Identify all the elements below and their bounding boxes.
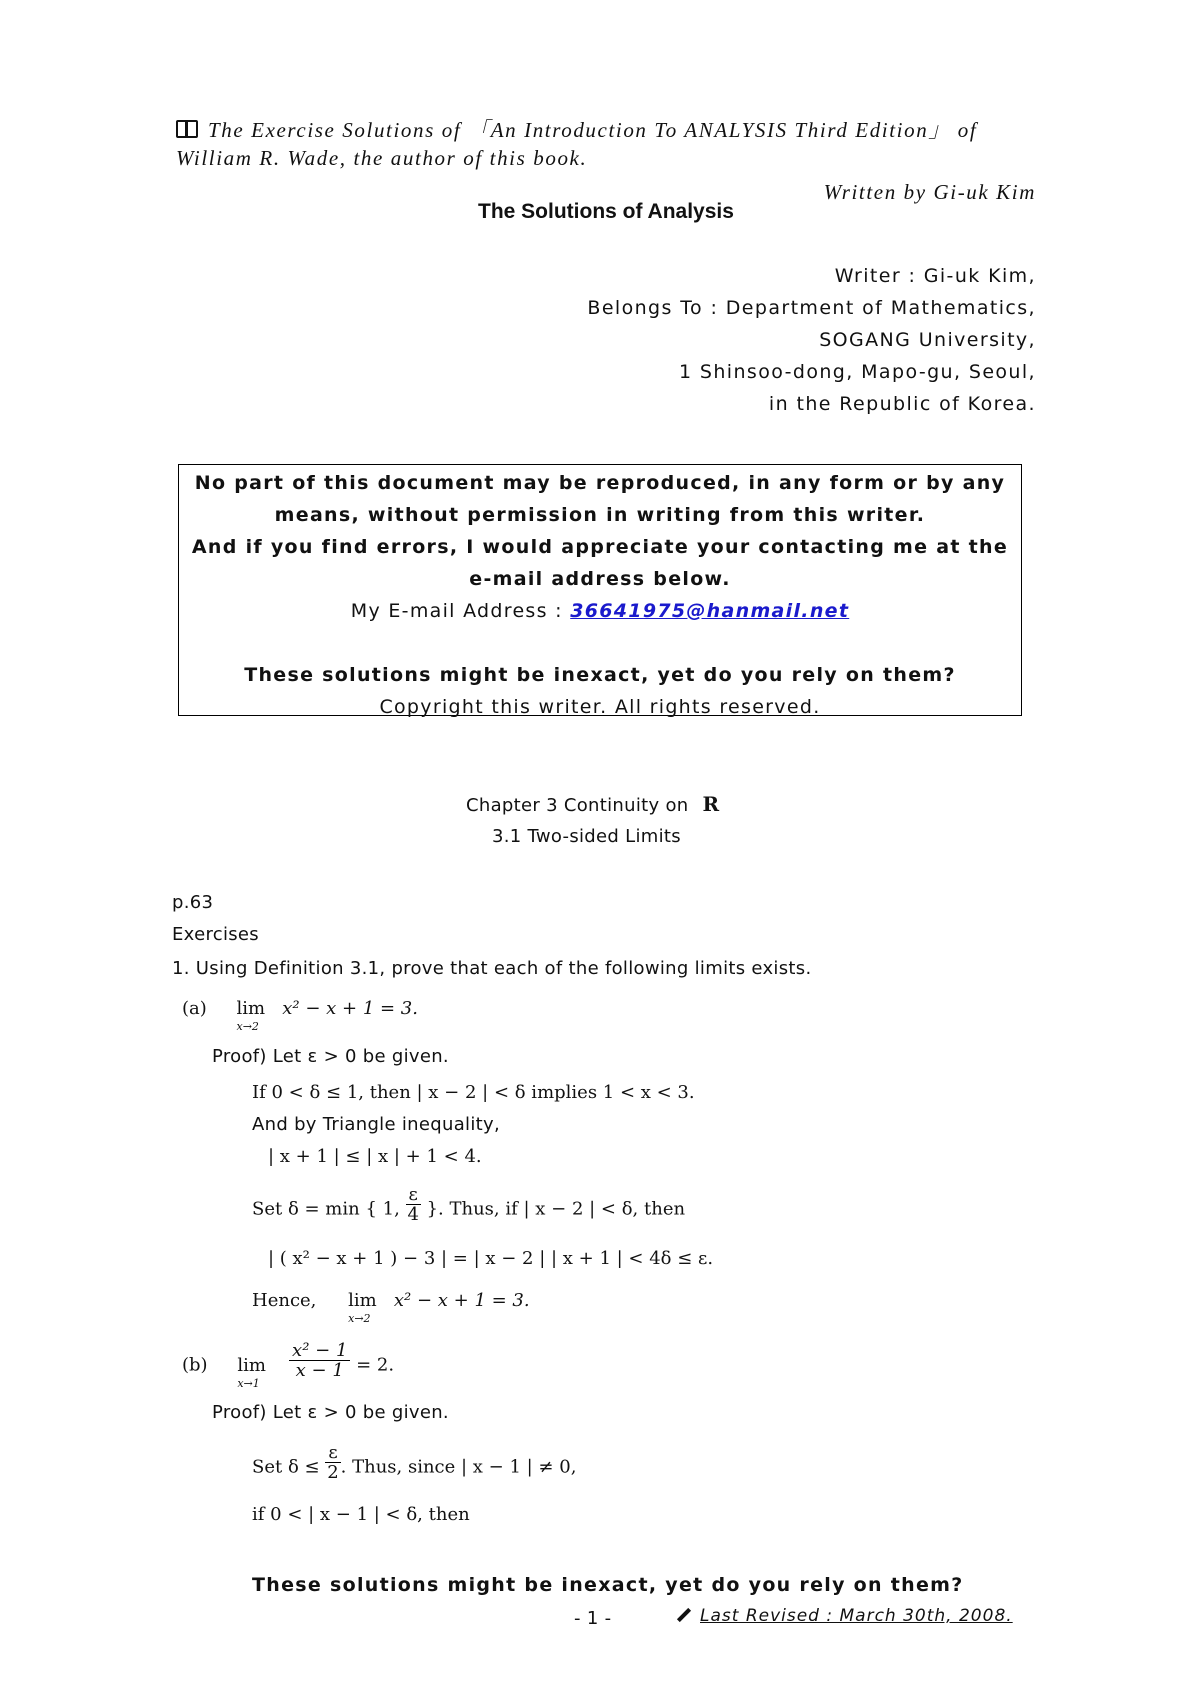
step-4-suffix: }. Thus, if | x − 2 | < δ, then xyxy=(420,1198,686,1220)
part-a-step-3: | x + 1 | ≤ | x | + 1 < 4. xyxy=(268,1146,482,1167)
lim-subscript: x→2 xyxy=(348,1312,371,1325)
lim-operator: lim xyxy=(236,998,266,1019)
part-a-conclusion-limit xyxy=(348,1290,388,1325)
fraction-numerator: ε xyxy=(325,1444,340,1463)
exercises-heading: Exercises xyxy=(172,924,259,945)
part-b-equals: = 2. xyxy=(350,1354,395,1376)
pen-icon xyxy=(677,1608,691,1622)
step-1-prefix: Set δ ≤ xyxy=(252,1456,320,1478)
fraction-denominator: 4 xyxy=(407,1204,419,1225)
country-line: in the Republic of Korea. xyxy=(768,393,1036,415)
header-book-title: 「An Introduction To ANALYSIS Third Edition」 xyxy=(468,118,951,142)
header-line-1 xyxy=(176,114,977,144)
footer-note: These solutions might be inexact, yet do you rely on them? xyxy=(252,1574,964,1596)
writer-line: Writer : Gi-uk Kim, xyxy=(834,265,1036,287)
part-a-statement xyxy=(182,998,418,1033)
part-a-step-4 xyxy=(252,1184,686,1229)
epsilon-over-2 xyxy=(325,1444,340,1483)
step-1-suffix: . Thus, since | x − 1 | ≠ 0, xyxy=(340,1456,577,1478)
section-title: 3.1 Two-sided Limits xyxy=(492,826,681,847)
real-numbers-symbol: R xyxy=(702,792,720,816)
step-4-prefix: Set δ = min { 1, xyxy=(252,1198,400,1220)
header-suffix: of xyxy=(950,118,978,142)
part-a-limit xyxy=(236,998,277,1033)
part-a-label: (a) xyxy=(182,998,207,1019)
page-reference: p.63 xyxy=(172,892,214,913)
address-line: 1 Shinsoo-dong, Mapo-gu, Seoul, xyxy=(678,361,1036,383)
fraction-numerator: ε xyxy=(406,1186,421,1205)
part-b-fraction xyxy=(289,1342,350,1381)
email-label: My E-mail Address : xyxy=(350,600,571,622)
notice-email-line xyxy=(179,600,1021,622)
lim-operator: lim xyxy=(348,1290,377,1311)
lim-subscript: x→2 xyxy=(236,1020,259,1033)
last-revised-text: Last Revised : March 30th, 2008. xyxy=(700,1606,1013,1626)
part-a-step-5: | ( x² − x + 1 ) − 3 | = | x − 2 | | x + 1 | < 4δ ≤ ε. xyxy=(268,1248,714,1269)
notice-line-1: No part of this document may be reproduced, in any form or by any xyxy=(194,472,1006,494)
revision-info xyxy=(676,1606,1013,1626)
header-line-2: William R. Wade, the author of this book. xyxy=(176,146,588,170)
epsilon-over-4 xyxy=(406,1186,421,1225)
lim-operator: lim xyxy=(237,1354,266,1376)
page-number: - 1 - xyxy=(574,1608,612,1629)
notice-box xyxy=(178,464,1022,716)
part-b-step-1 xyxy=(252,1442,577,1487)
hence-text: Hence, xyxy=(252,1290,317,1311)
page-title: The Solutions of Analysis xyxy=(478,200,734,223)
belongs-line: Belongs To : Department of Mathematics, xyxy=(587,297,1036,319)
fraction-denominator: 2 xyxy=(327,1462,339,1483)
notice-line-7: Copyright this writer. All rights reserved. xyxy=(379,696,821,718)
chapter-title xyxy=(466,792,719,816)
fraction-numerator: x² − 1 xyxy=(289,1342,350,1361)
part-b-label: (b) xyxy=(182,1354,208,1376)
notice-line-3: And if you find errors, I would appreciate your contacting me at the xyxy=(191,536,1009,558)
chapter-title-text: Chapter 3 Continuity on xyxy=(466,795,689,816)
part-a-proof-start: Proof) Let ε > 0 be given. xyxy=(212,1046,449,1067)
part-b-proof-start: Proof) Let ε > 0 be given. xyxy=(212,1402,449,1423)
notice-line-4: e-mail address below. xyxy=(469,568,731,590)
header-prefix: The Exercise Solutions of xyxy=(208,118,469,142)
part-b-step-2: if 0 < | x − 1 | < δ, then xyxy=(252,1504,470,1525)
notice-line-2: means, without permission in writing from this writer. xyxy=(274,504,926,526)
notice-line-6: These solutions might be inexact, yet do you rely on them? xyxy=(244,664,956,686)
part-b-statement xyxy=(182,1340,395,1390)
written-by: Written by Gi-uk Kim xyxy=(823,180,1036,204)
part-a-expression: x² − x + 1 = 3. xyxy=(282,998,418,1019)
part-a-conclusion-expression: x² − x + 1 = 3. xyxy=(393,1290,530,1311)
fraction-denominator: x − 1 xyxy=(295,1360,344,1381)
lim-subscript: x→1 xyxy=(237,1376,260,1390)
part-a-conclusion xyxy=(252,1290,530,1325)
part-a-step-1: If 0 < δ ≤ 1, then | x − 2 | < δ implies 1 < x < 3. xyxy=(252,1082,695,1103)
email-link[interactable]: 36641975@hanmail.net xyxy=(570,600,850,622)
part-b-limit xyxy=(237,1354,277,1390)
university-line: SOGANG University, xyxy=(819,329,1036,351)
problem-1-statement: 1. Using Definition 3.1, prove that each of the following limits exists. xyxy=(172,958,812,979)
part-a-step-2: And by Triangle inequality, xyxy=(252,1114,500,1135)
book-icon xyxy=(176,120,198,138)
